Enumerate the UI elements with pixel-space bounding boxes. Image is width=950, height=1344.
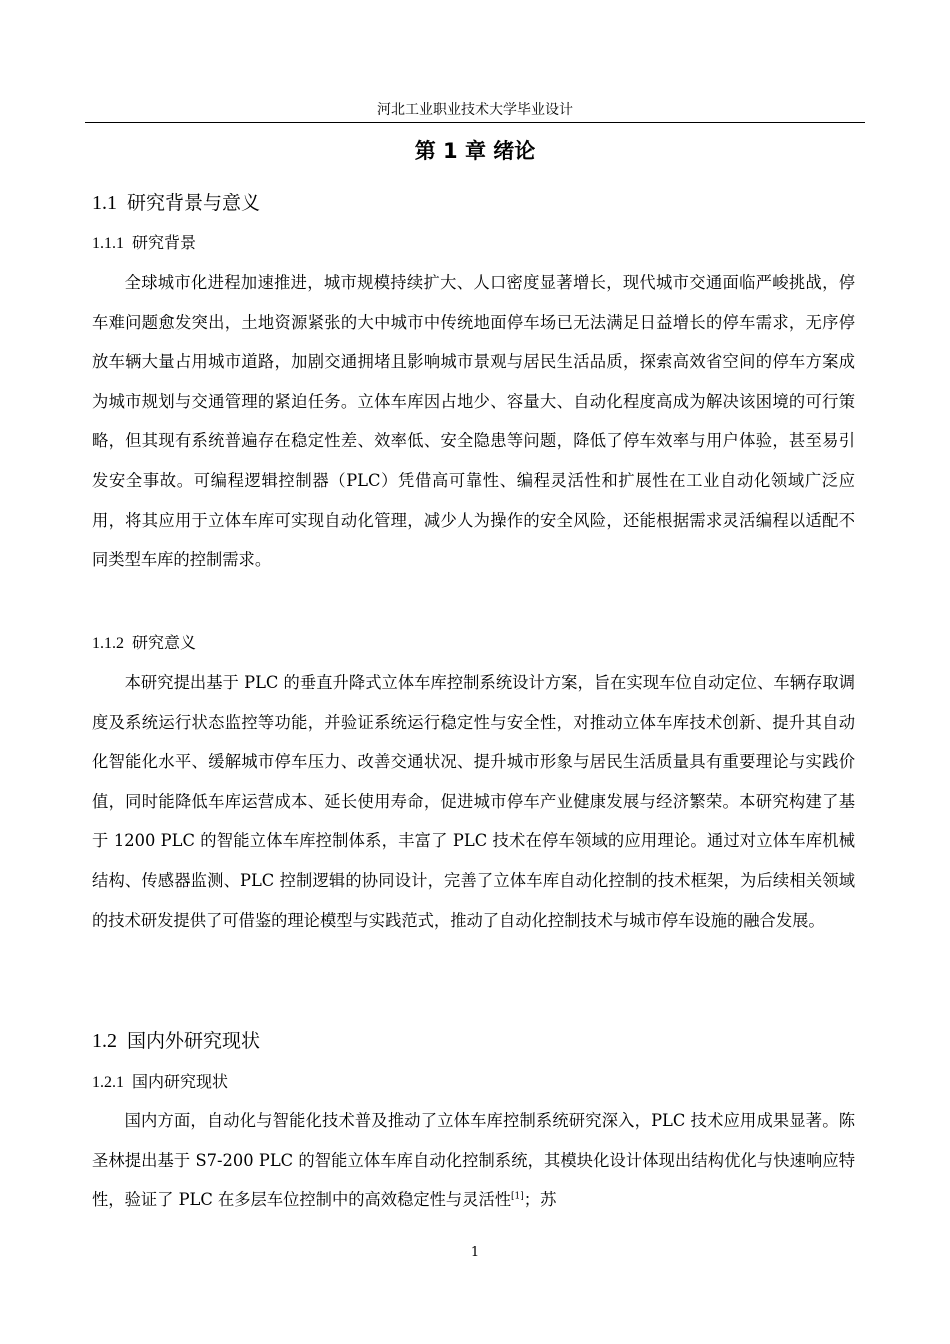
subsection-heading-1-1-2	[92, 632, 196, 655]
section-heading-1-2	[92, 1028, 260, 1054]
header-divider	[85, 122, 865, 123]
section-heading-1-1	[92, 190, 260, 216]
page-number: 1	[470, 1245, 480, 1260]
subsection-title: 国内研究现状	[132, 1072, 229, 1091]
section-number: 1.1	[92, 192, 117, 214]
subsection-title: 研究意义	[132, 633, 197, 652]
subsection-number: 1.1.2	[92, 635, 124, 652]
paragraph-text-continued: ；苏	[523, 1190, 557, 1210]
subsection-number: 1.2.1	[92, 1074, 124, 1091]
chapter-title: 第 1 章 绪论	[414, 139, 536, 163]
section-title: 国内外研究现状	[127, 1030, 261, 1052]
paragraph-domestic-research	[92, 1101, 855, 1220]
paragraph-text: 国内方面，自动化与智能化技术普及推动了立体车库控制系统研究深入，PLC 技术应用成果显著。陈圣林提出基于 S7-200 PLC 的智能立体车库自动化控制系统，其模块化设计体现出结构优化与快速响应特性，验证了 PLC 在多层车位控制中的高效稳定性与灵活性	[92, 1111, 855, 1210]
paragraph-research-significance: 本研究提出基于 PLC 的垂直升降式立体车库控制系统设计方案，旨在实现车位自动定位、车辆存取调度及系统运行状态监控等功能，并验证系统运行稳定性与安全性，对推动立体车库技术创新、提升其自动化智能化水平、缓解城市停车压力、改善交通状况、提升城市形象与居民生活质量具有重要理论与实践价值，同时能降低车库运营成本、延长使用寿命，促进城市停车产业健康发展与经济繁荣。本研究构建了基于 1200 PLC 的智能立体车库控制体系，丰富了 PLC 技术在停车领域的应用理论。通过对立体车库机械结构、传感器监测、PLC 控制逻辑的协同设计，完善了立体车库自动化控制的技术框架，为后续相关领域的技术研发提供了可借鉴的理论模型与实践范式，推动了自动化控制技术与城市停车设施的融合发展。	[92, 673, 855, 930]
section-number: 1.2	[92, 1030, 117, 1052]
subsection-heading-1-2-1	[92, 1071, 228, 1094]
section-title: 研究背景与意义	[127, 192, 261, 214]
page-header: 河北工业职业技术大学毕业设计	[377, 102, 573, 118]
subsection-title: 研究背景	[132, 233, 197, 252]
paragraph-research-background: 全球城市化进程加速推进，城市规模持续扩大、人口密度显著增长，现代城市交通面临严峻挑战，停车难问题愈发突出，土地资源紧张的大中城市中传统地面停车场已无法满足日益增长的停车需求，无序停放车辆大量占用城市道路，加剧交通拥堵且影响城市景观与居民生活品质，探索高效省空间的停车方案成为城市规划与交通管理的紧迫任务。立体车库因占地少、容量大、自动化程度高成为解决该困境的可行策略，但其现有系统普遍存在稳定性差、效率低、安全隐患等问题，降低了停车效率与用户体验，甚至易引发安全事故。可编程逻辑控制器（PLC）凭借高可靠性、编程灵活性和扩展性在工业自动化领域广泛应用，将其应用于立体车库可实现自动化管理，减少人为操作的安全风险，还能根据需求灵活编程以适配不同类型车库的控制需求。	[92, 273, 855, 570]
subsection-number: 1.1.1	[92, 235, 124, 252]
subsection-heading-1-1-1	[92, 232, 196, 255]
citation-reference[interactable]: [1]	[511, 1191, 524, 1202]
